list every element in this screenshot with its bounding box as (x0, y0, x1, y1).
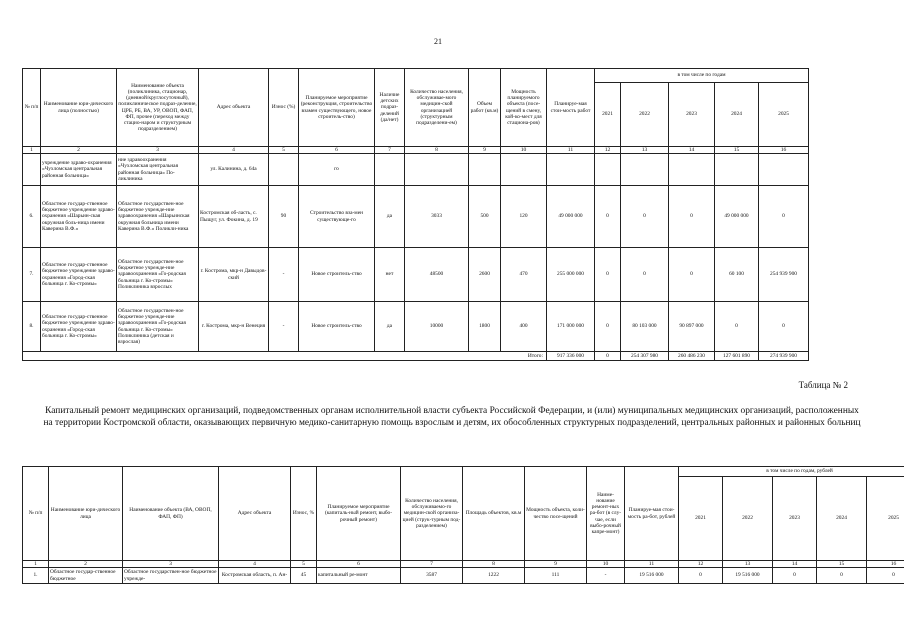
col-header-year: 2025 (867, 477, 904, 561)
column-number: 5 (269, 147, 299, 154)
column-number: 11 (547, 147, 595, 154)
cell-wear: - (269, 302, 299, 352)
column-number: 13 (723, 561, 773, 568)
column-number: 11 (625, 561, 679, 568)
cell-year-2025: 254 939 900 (759, 248, 809, 302)
cell-year-2021: 0 (595, 186, 621, 248)
cell-no: 6. (23, 186, 41, 248)
col-header-year: 2023 (773, 477, 817, 561)
page-number: 21 (434, 37, 442, 46)
col-header-repair-name: Наиме-нование ремонт-ных ра-бот (в слу-чае, если выбо-рочный капре-монт) (587, 467, 625, 561)
cell-year-2021: 0 (595, 302, 621, 352)
col-header-capacity: Мощность планируемого объекта (посе-щений в смену, кой-ко-мест для стациона-ров) (501, 69, 547, 147)
cell-address: г. Кострома, мкр-н Давыдов-ский (199, 248, 269, 302)
cell-wear: 45 (291, 568, 317, 584)
cell-capacity: 120 (501, 186, 547, 248)
column-number-row (23, 147, 809, 154)
cell-capacity: 470 (501, 248, 547, 302)
col-header-year: 2025 (759, 83, 809, 147)
col-header-children: Наличие детских подраз-делений (да/нет) (375, 69, 405, 147)
column-number: 4 (199, 147, 269, 154)
col-header-year: 2022 (723, 477, 773, 561)
col-header-year: 2024 (817, 477, 867, 561)
col-header-population: Количество населения, обслуживае-мого медицин-ской организацией (структурным подразделени-ем) (405, 69, 469, 147)
column-number: 2 (49, 561, 123, 568)
col-header-capacity: Мощность объекта, коли-чество посе-щений (525, 467, 587, 561)
total-year-2021: 0 (595, 352, 621, 361)
cell-legal-name: Областное государ-ственное бюджетное учреждение здраво-охранения «Город-ская больница г. Ко-стромы» (41, 302, 117, 352)
cell-year-2022: 0 (621, 186, 669, 248)
column-number: 4 (219, 561, 291, 568)
column-number: 9 (525, 561, 587, 568)
cell-planned: Новое строитель-ство (299, 248, 375, 302)
cell-wear: - (269, 248, 299, 302)
column-number: 10 (501, 147, 547, 154)
col-header-object-name: Наименование объекта (ВА, ОВОП, ФАП, ФП) (123, 467, 219, 561)
col-header-population: Количество населения, обслуживаемо-го медицин-ской организа-цией (струк-турным под-разделением) (401, 467, 463, 561)
cell-cost: 19 516 000 (625, 568, 679, 584)
col-header-year: 2024 (715, 83, 759, 147)
cell-address: г. Кострома, мкр-н Венеция (199, 302, 269, 352)
cell-legal-name: Областное государ-ственное бюджетное учреждение здраво-охранения «Город-ская больница г. Ко-стромы» (41, 248, 117, 302)
table-2-label: Таблица № 2 (798, 380, 848, 390)
column-number: 12 (679, 561, 723, 568)
column-number: 12 (595, 147, 621, 154)
cell-object-name: Областное государствен-ное бюджетное учрежде- (124, 569, 217, 582)
cell-children: нет (375, 248, 405, 302)
col-header-planned: Планируемое мероприятие (реконструкция, строительство взамен существующего, новое строитель-ство) (299, 69, 375, 147)
table-2-title: Капитальный ремонт медицинских организаций, подведомственных органам исполнительной власти субъекта Российской Федерации, и (или) муниципальных медицинских организаций, расположенных на территории Костромской области, оказывающих первичную медико-санитарную помощь взрослым и детям, их обособленных структурных подразделений, центральных районных и районных больниц (43, 406, 861, 428)
total-year-2022: 254 307 980 (621, 352, 669, 361)
cell-year-2023: 90 897 000 (669, 302, 715, 352)
cell-object-name: Областное государствен-ное бюджетное учрежде-ние здравоохранения «Го-родская больница г. Ко-стромы» Поликлиника (детская и взрослая) (117, 302, 199, 352)
col-header-object-name: Наименование объекта (поликлиника, стационар, (дневной/круглосуточный), поликлиническое подраз-деление, ЦРБ, РБ, ВА, УР, ОВОП, ФАП, ФП, прочее (переход между стацио-наром и структурным подразделением) (117, 69, 199, 147)
table-row (23, 186, 809, 248)
cell-year-2024: 0 (715, 302, 759, 352)
col-header-planned: Планируемое мероприятие (капиталь-ный ремонт, выбо-рочный ремонт) (317, 467, 401, 561)
col-header-no: № п/п (23, 69, 41, 147)
col-header-address: Адрес объекта (199, 69, 269, 147)
total-year-2024: 127 601 890 (715, 352, 759, 361)
column-number: 7 (375, 147, 405, 154)
cell-year-2025: 0 (867, 568, 904, 584)
cell-legal-name: учреждение здраво-охранения «Чухломская центральная районная больница» (41, 154, 117, 186)
cell-no: 1. (23, 568, 49, 584)
cell-population: 3587 (401, 568, 463, 584)
column-number: 1 (23, 561, 49, 568)
column-number: 14 (669, 147, 715, 154)
cell-year-2024: 49 000 000 (715, 186, 759, 248)
cell-year-2023: 0 (669, 186, 715, 248)
col-header-wear: Износ (%) (269, 69, 299, 147)
cell-year-2025: 0 (759, 302, 809, 352)
cell-year-2023: 0 (669, 248, 715, 302)
table-row-continuation (23, 154, 809, 186)
col-header-area: Площадь объектов, кв.м (463, 467, 525, 561)
total-cost: 917 336 000 (547, 352, 595, 361)
col-header-year: 2022 (621, 83, 669, 147)
total-year-2025: 274 939 900 (759, 352, 809, 361)
cell-wear: 90 (269, 186, 299, 248)
cell-legal-name: Областное государ-ственное бюджетное (49, 568, 123, 584)
cell-capacity: 111 (525, 568, 587, 584)
cell-volume: 500 (469, 186, 501, 248)
column-number: 7 (401, 561, 463, 568)
column-number: 6 (299, 147, 375, 154)
column-number: 5 (291, 561, 317, 568)
column-number: 3 (123, 561, 219, 568)
col-header-wear: Износ, % (291, 467, 317, 561)
column-number: 13 (621, 147, 669, 154)
cell-year-2022: 0 (621, 248, 669, 302)
cell-year-2022: 80 103 000 (621, 302, 669, 352)
cell-area: 1222 (463, 568, 525, 584)
column-number: 16 (867, 561, 904, 568)
cell-planned: Строительство вза-мен существующе-го (299, 186, 375, 248)
cell-repair-name: - (587, 568, 625, 584)
table-row (23, 248, 809, 302)
cell-planned: капитальный ре-монт (317, 568, 401, 584)
column-number: 16 (759, 147, 809, 154)
cell-children: да (375, 302, 405, 352)
cell-year-2024: 60 100 (715, 248, 759, 302)
total-year-2023: 260 486 230 (669, 352, 715, 361)
column-number: 9 (469, 147, 501, 154)
cell-object-name: Областное государствен-ное бюджетное учрежде-ние здравоохранения «Го-родская больница г. Ко-стромы» Поликлиника взрослых (117, 248, 199, 302)
column-number: 8 (463, 561, 525, 568)
column-number: 2 (41, 147, 117, 154)
cell-cost: 255 000 000 (547, 248, 595, 302)
cell-population: 10000 (405, 302, 469, 352)
col-header-volume: Объем работ (кв.м) (469, 69, 501, 147)
cell-year-2021: 0 (595, 248, 621, 302)
cell-population: 3033 (405, 186, 469, 248)
cell-no: 7. (23, 248, 41, 302)
cell-volume: 1800 (469, 302, 501, 352)
column-number: 14 (773, 561, 817, 568)
cell-year-2022: 19 516 000 (723, 568, 773, 584)
cell-address: ул. Калинина, д. 64а (199, 154, 269, 186)
column-number: 15 (715, 147, 759, 154)
col-header-no: № п/п (23, 467, 49, 561)
table-row (23, 302, 809, 352)
table-row (23, 568, 904, 584)
cell-object-name: Областное государствен-ное бюджетное учрежде-ние здравоохранения «Шарьинская окружная больница имени Каверина В.Ф.» Поликли-ника (117, 186, 199, 248)
col-header-year: 2021 (595, 83, 621, 147)
cell-planned: го (299, 154, 375, 186)
cell-children: да (375, 186, 405, 248)
col-header-cost: Планируе-мая стои-мость работ (547, 69, 595, 147)
cell-population: 48500 (405, 248, 469, 302)
table-capital-repair (22, 466, 904, 584)
cell-year-2024: 0 (817, 568, 867, 584)
cell-no: 8. (23, 302, 41, 352)
column-number-row (23, 561, 904, 568)
table-new-construction (22, 68, 809, 361)
cell-year-2023: 0 (773, 568, 817, 584)
cell-cost: 49 000 000 (547, 186, 595, 248)
total-label: Итого: (23, 352, 547, 361)
cell-address: Костромская об-ласть, с. Пыщуг, ул. Фокина, д. 19 (199, 186, 269, 248)
col-header-cost: Планируе-мая стои-мость ра-бот, рублей (625, 467, 679, 561)
col-header-by-years: в том числе по годам, рублей (679, 467, 904, 477)
column-number: 15 (817, 561, 867, 568)
cell-cost: 171 000 000 (547, 302, 595, 352)
col-header-by-years: в том числе по годам (595, 69, 809, 83)
col-header-address: Адрес объекта (219, 467, 291, 561)
column-number: 1 (23, 147, 41, 154)
cell-capacity: 400 (501, 302, 547, 352)
cell-year-2021: 0 (679, 568, 723, 584)
col-header-legal-name: Наименование юри-дического лица (полностью) (41, 69, 117, 147)
col-header-year: 2023 (669, 83, 715, 147)
col-header-legal-name: Наименование юри-дического лица (49, 467, 123, 561)
cell-volume: 2600 (469, 248, 501, 302)
cell-year-2025: 0 (759, 186, 809, 248)
cell-planned: Новое строитель-ство (299, 302, 375, 352)
column-number: 3 (117, 147, 199, 154)
table-total-row (23, 352, 809, 361)
column-number: 10 (587, 561, 625, 568)
column-number: 8 (405, 147, 469, 154)
cell-address: Костромская область, п. Ан- (219, 568, 291, 584)
column-number: 6 (317, 561, 401, 568)
cell-legal-name: Областное государ-ственное бюджетное учреждение здраво-охранения «Шарьин-ская окружная боль-ница имени Каверина В.Ф.» (41, 186, 117, 248)
cell-object-name: ние здравоохранения «Чухломская центральная районная больница» По-ликлиника (117, 154, 199, 186)
col-header-year: 2021 (679, 477, 723, 561)
